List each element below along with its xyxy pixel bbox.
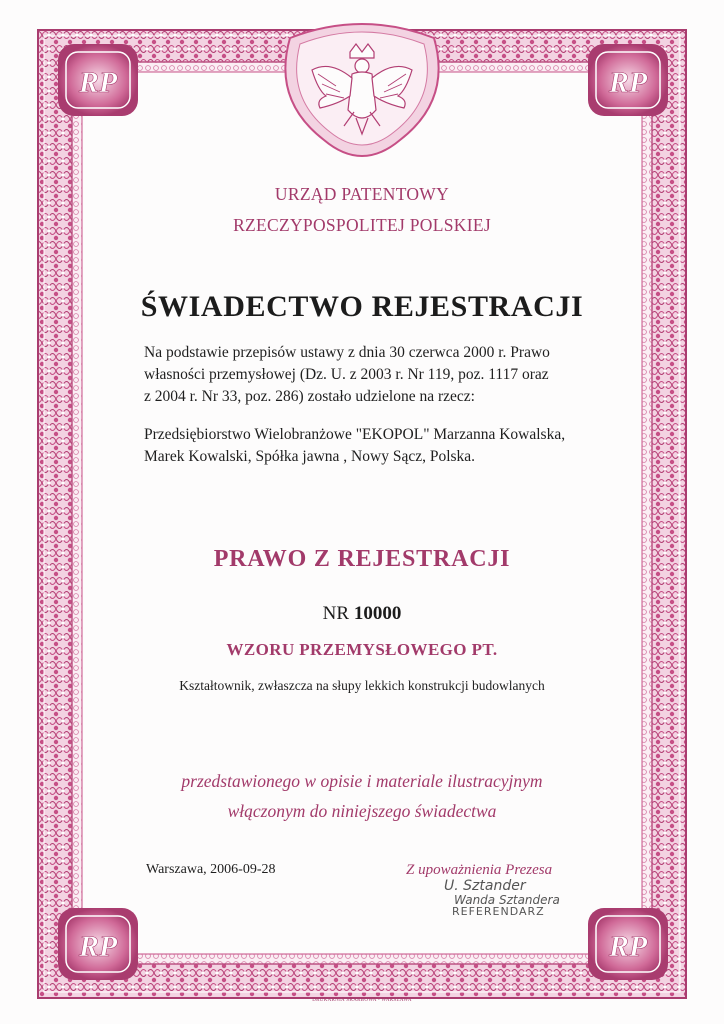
rp-monogram-icon bbox=[588, 908, 668, 980]
design-name: Kształtownik, zwłaszcza na słupy lekkich konstrukcji budowlanych bbox=[179, 678, 545, 693]
signatory-role: REFERENDARZ bbox=[452, 905, 545, 918]
legal-basis-paragraph bbox=[144, 342, 614, 408]
holder-line: Marek Kowalski, Spółka jawna , Nowy Sącz, Polska. bbox=[144, 448, 476, 465]
legal-basis-line: z 2004 r. Nr 33, poz. 286) zostało udzielone na rzecz: bbox=[144, 388, 475, 405]
printer-imprint: DRUKARNIA SKARBOWA - WARSZAWA bbox=[312, 998, 412, 1003]
legal-basis-line: własności przemysłowej (Dz. U. z 2003 r. Nr 119, poz. 1117 oraz bbox=[144, 366, 549, 383]
right-title: PRAWO Z REJESTRACJI bbox=[213, 546, 511, 572]
rp-monogram-icon bbox=[58, 908, 138, 980]
holder-line: Przedsiębiorstwo Wielobranżowe "EKOPOL" Marzanna Kowalska, bbox=[144, 426, 566, 443]
presented-line1: przedstawionego w opisie i materiale ilustracyjnym bbox=[181, 771, 543, 791]
svg-text:RP: RP bbox=[608, 930, 648, 963]
rp-monogram-icon bbox=[58, 44, 138, 116]
signatory-name: Wanda Sztandera bbox=[454, 893, 560, 907]
authorization-note: Z upoważnienia Prezesa bbox=[406, 862, 553, 878]
polish-eagle-emblem-icon bbox=[285, 24, 438, 156]
office-name-line2: RZECZYPOSPOLITEJ POLSKIEJ bbox=[233, 215, 491, 235]
place-and-date: Warszawa, 2006-09-28 bbox=[146, 862, 276, 877]
design-label: WZORU PRZEMYSŁOWEGO PT. bbox=[226, 640, 498, 659]
number-prefix: NR bbox=[322, 603, 350, 624]
registration-number bbox=[0, 603, 724, 625]
legal-basis-line: Na podstawie przepisów ustawy z dnia 30 czerwca 2000 r. Prawo bbox=[144, 344, 550, 361]
office-name-line1: URZĄD PATENTOWY bbox=[274, 184, 450, 204]
certificate-title: ŚWIADECTWO REJESTRACJI bbox=[140, 290, 584, 323]
number-value: 10000 bbox=[353, 603, 402, 624]
holder-paragraph bbox=[144, 424, 614, 468]
handwritten-signature: U. Sztander bbox=[444, 878, 526, 894]
rp-monogram-icon bbox=[588, 44, 668, 116]
svg-text:RP: RP bbox=[78, 66, 118, 99]
svg-text:RP: RP bbox=[78, 930, 118, 963]
svg-text:RP: RP bbox=[608, 66, 648, 99]
presented-line2: włączonym do niniejszego świadectwa bbox=[227, 801, 497, 821]
